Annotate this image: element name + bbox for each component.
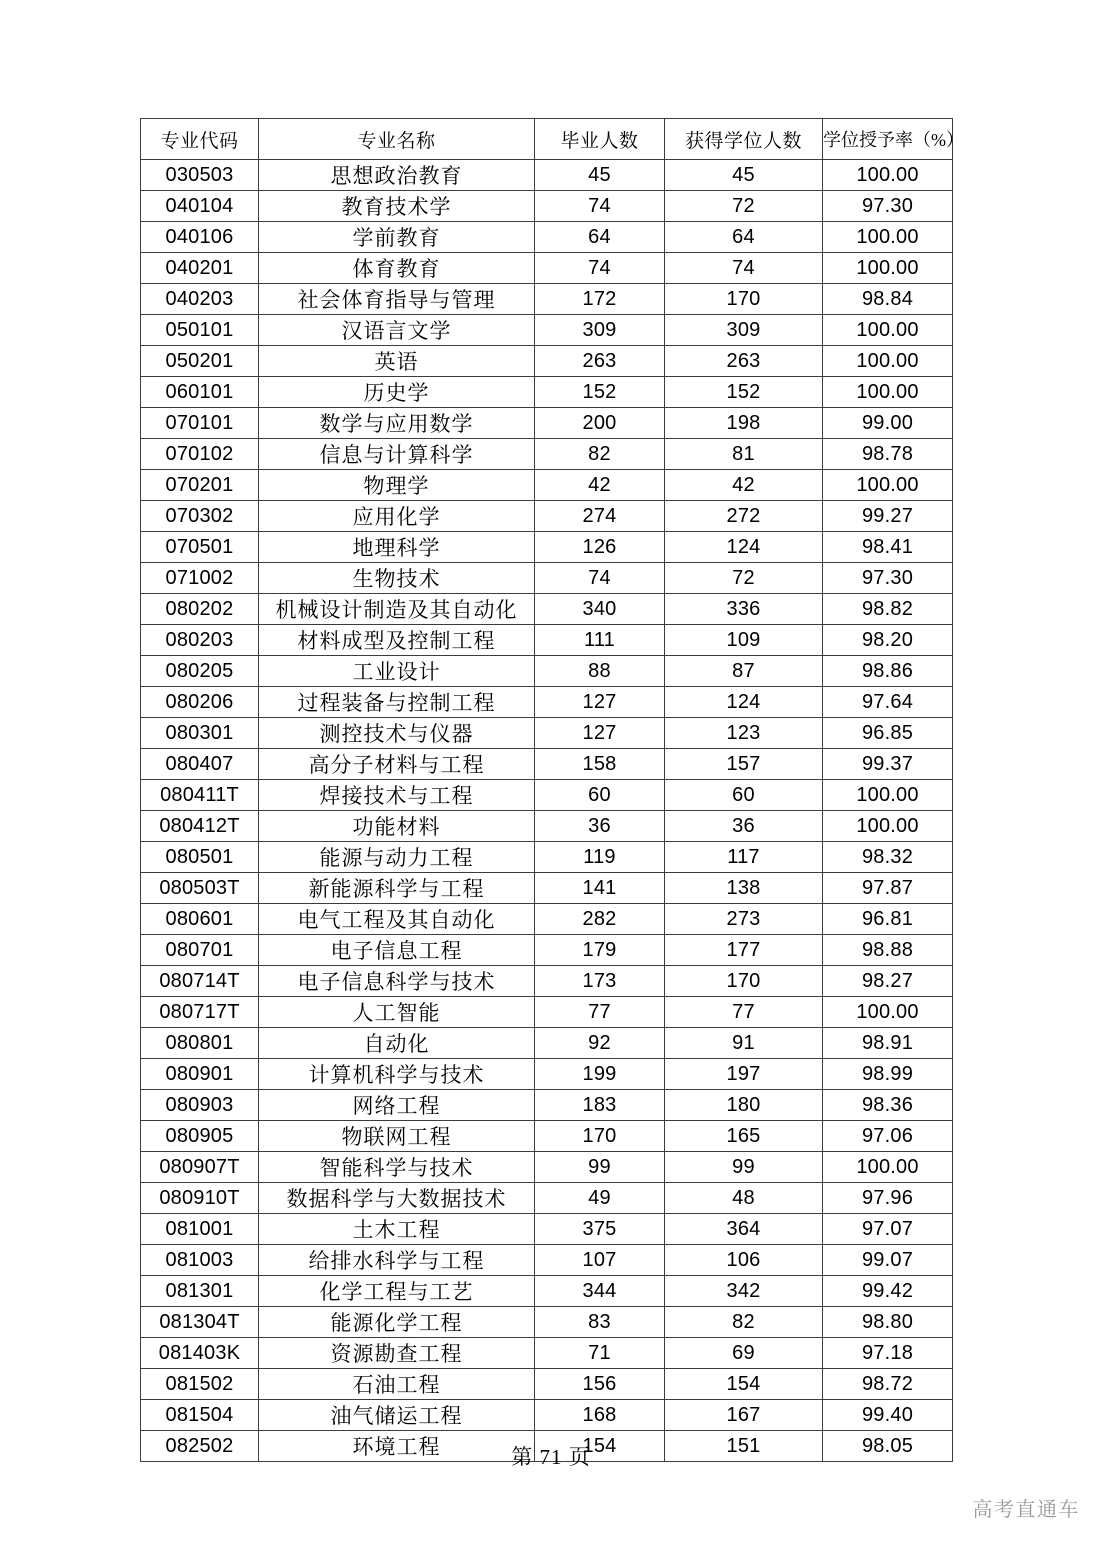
cell-award-rate: 100.00 bbox=[823, 346, 953, 377]
cell-major-name: 数学与应用数学 bbox=[259, 408, 535, 439]
cell-major-code: 080714T bbox=[141, 966, 259, 997]
cell-degrees-awarded: 72 bbox=[665, 191, 823, 222]
table-header bbox=[141, 119, 964, 160]
degree-award-rate-table-container bbox=[140, 118, 964, 1462]
cell-major-name: 环境工程 bbox=[259, 1431, 535, 1462]
table-row bbox=[141, 191, 953, 222]
cell-major-code: 081003 bbox=[141, 1245, 259, 1276]
cell-award-rate: 98.32 bbox=[823, 842, 953, 873]
cell-major-code: 070302 bbox=[141, 501, 259, 532]
table-row bbox=[141, 594, 953, 625]
cell-major-name: 能源与动力工程 bbox=[259, 842, 535, 873]
cell-graduates: 158 bbox=[535, 749, 665, 780]
cell-degrees-awarded: 124 bbox=[665, 687, 823, 718]
cell-graduates: 64 bbox=[535, 222, 665, 253]
cell-graduates: 45 bbox=[535, 160, 665, 191]
cell-award-rate: 98.88 bbox=[823, 935, 953, 966]
cell-award-rate: 98.36 bbox=[823, 1090, 953, 1121]
table-row bbox=[141, 904, 953, 935]
cell-degrees-awarded: 124 bbox=[665, 532, 823, 563]
table-row bbox=[141, 1059, 953, 1090]
cell-graduates: 127 bbox=[535, 687, 665, 718]
cell-major-code: 050101 bbox=[141, 315, 259, 346]
cell-major-code: 080503T bbox=[141, 873, 259, 904]
cell-graduates: 60 bbox=[535, 780, 665, 811]
cell-graduates: 99 bbox=[535, 1152, 665, 1183]
cell-major-name: 数据科学与大数据技术 bbox=[259, 1183, 535, 1214]
table-row bbox=[141, 842, 953, 873]
table-row bbox=[141, 1307, 953, 1338]
cell-major-code: 070201 bbox=[141, 470, 259, 501]
table-row bbox=[141, 749, 953, 780]
cell-graduates: 111 bbox=[535, 625, 665, 656]
cell-major-code: 080203 bbox=[141, 625, 259, 656]
cell-major-name: 电子信息科学与技术 bbox=[259, 966, 535, 997]
cell-graduates: 36 bbox=[535, 811, 665, 842]
cell-major-code: 070501 bbox=[141, 532, 259, 563]
cell-award-rate: 98.20 bbox=[823, 625, 953, 656]
cell-award-rate: 98.72 bbox=[823, 1369, 953, 1400]
table-row bbox=[141, 1121, 953, 1152]
cell-award-rate: 98.41 bbox=[823, 532, 953, 563]
table-row bbox=[141, 997, 953, 1028]
cell-degrees-awarded: 106 bbox=[665, 1245, 823, 1276]
table-row bbox=[141, 935, 953, 966]
cell-degrees-awarded: 197 bbox=[665, 1059, 823, 1090]
cell-award-rate: 98.86 bbox=[823, 656, 953, 687]
cell-award-rate: 97.87 bbox=[823, 873, 953, 904]
cell-graduates: 49 bbox=[535, 1183, 665, 1214]
cell-graduates: 83 bbox=[535, 1307, 665, 1338]
cell-degrees-awarded: 36 bbox=[665, 811, 823, 842]
cell-major-code: 081304T bbox=[141, 1307, 259, 1338]
cell-graduates: 179 bbox=[535, 935, 665, 966]
cell-degrees-awarded: 342 bbox=[665, 1276, 823, 1307]
cell-degrees-awarded: 170 bbox=[665, 966, 823, 997]
cell-degrees-awarded: 64 bbox=[665, 222, 823, 253]
table-row bbox=[141, 718, 953, 749]
cell-award-rate: 98.80 bbox=[823, 1307, 953, 1338]
cell-major-code: 040104 bbox=[141, 191, 259, 222]
cell-major-code: 081403K bbox=[141, 1338, 259, 1369]
cell-graduates: 119 bbox=[535, 842, 665, 873]
cell-major-code: 080907T bbox=[141, 1152, 259, 1183]
cell-major-name: 测控技术与仪器 bbox=[259, 718, 535, 749]
cell-graduates: 82 bbox=[535, 439, 665, 470]
cell-award-rate: 97.30 bbox=[823, 191, 953, 222]
cell-degrees-awarded: 42 bbox=[665, 470, 823, 501]
cell-major-code: 082502 bbox=[141, 1431, 259, 1462]
cell-major-code: 081301 bbox=[141, 1276, 259, 1307]
cell-graduates: 263 bbox=[535, 346, 665, 377]
cell-degrees-awarded: 152 bbox=[665, 377, 823, 408]
cell-major-code: 070102 bbox=[141, 439, 259, 470]
cell-major-name: 电子信息工程 bbox=[259, 935, 535, 966]
cell-graduates: 152 bbox=[535, 377, 665, 408]
cell-degrees-awarded: 74 bbox=[665, 253, 823, 284]
cell-degrees-awarded: 170 bbox=[665, 284, 823, 315]
cell-major-name: 能源化学工程 bbox=[259, 1307, 535, 1338]
cell-major-name: 社会体育指导与管理 bbox=[259, 284, 535, 315]
cell-graduates: 126 bbox=[535, 532, 665, 563]
cell-graduates: 183 bbox=[535, 1090, 665, 1121]
cell-graduates: 282 bbox=[535, 904, 665, 935]
cell-major-name: 工业设计 bbox=[259, 656, 535, 687]
table-row bbox=[141, 1152, 953, 1183]
cell-award-rate: 99.42 bbox=[823, 1276, 953, 1307]
cell-major-name: 人工智能 bbox=[259, 997, 535, 1028]
cell-major-name: 地理科学 bbox=[259, 532, 535, 563]
cell-award-rate: 97.06 bbox=[823, 1121, 953, 1152]
cell-major-name: 土木工程 bbox=[259, 1214, 535, 1245]
cell-degrees-awarded: 309 bbox=[665, 315, 823, 346]
cell-major-code: 080901 bbox=[141, 1059, 259, 1090]
cell-degrees-awarded: 157 bbox=[665, 749, 823, 780]
cell-degrees-awarded: 167 bbox=[665, 1400, 823, 1431]
cell-award-rate: 98.99 bbox=[823, 1059, 953, 1090]
table-header-row bbox=[141, 119, 953, 160]
cell-degrees-awarded: 154 bbox=[665, 1369, 823, 1400]
table-row bbox=[141, 346, 953, 377]
cell-major-code: 080701 bbox=[141, 935, 259, 966]
cell-major-code: 080301 bbox=[141, 718, 259, 749]
cell-graduates: 172 bbox=[535, 284, 665, 315]
cell-graduates: 340 bbox=[535, 594, 665, 625]
cell-degrees-awarded: 364 bbox=[665, 1214, 823, 1245]
cell-degrees-awarded: 117 bbox=[665, 842, 823, 873]
cell-award-rate: 100.00 bbox=[823, 780, 953, 811]
cell-major-code: 080206 bbox=[141, 687, 259, 718]
cell-graduates: 375 bbox=[535, 1214, 665, 1245]
cell-degrees-awarded: 336 bbox=[665, 594, 823, 625]
cell-degrees-awarded: 69 bbox=[665, 1338, 823, 1369]
table-row bbox=[141, 377, 953, 408]
table-row bbox=[141, 501, 953, 532]
cell-major-code: 030503 bbox=[141, 160, 259, 191]
cell-award-rate: 98.84 bbox=[823, 284, 953, 315]
cell-major-code: 050201 bbox=[141, 346, 259, 377]
cell-award-rate: 100.00 bbox=[823, 1152, 953, 1183]
watermark-text: 高考直通车 bbox=[972, 1499, 1080, 1521]
table-row bbox=[141, 1028, 953, 1059]
cell-major-name: 网络工程 bbox=[259, 1090, 535, 1121]
cell-degrees-awarded: 151 bbox=[665, 1431, 823, 1462]
table-row bbox=[141, 1369, 953, 1400]
cell-major-name: 给排水科学与工程 bbox=[259, 1245, 535, 1276]
cell-major-name: 物理学 bbox=[259, 470, 535, 501]
cell-major-code: 080801 bbox=[141, 1028, 259, 1059]
cell-award-rate: 97.64 bbox=[823, 687, 953, 718]
table-body bbox=[141, 160, 953, 1462]
cell-award-rate: 97.96 bbox=[823, 1183, 953, 1214]
cell-graduates: 154 bbox=[535, 1431, 665, 1462]
cell-graduates: 71 bbox=[535, 1338, 665, 1369]
table-row bbox=[141, 687, 953, 718]
table-row bbox=[141, 780, 953, 811]
cell-degrees-awarded: 273 bbox=[665, 904, 823, 935]
cell-degrees-awarded: 180 bbox=[665, 1090, 823, 1121]
cell-major-code: 080501 bbox=[141, 842, 259, 873]
cell-major-code: 081504 bbox=[141, 1400, 259, 1431]
cell-degrees-awarded: 87 bbox=[665, 656, 823, 687]
table-row bbox=[141, 1276, 953, 1307]
table-row bbox=[141, 563, 953, 594]
column-header-graduates: 毕业人数 bbox=[535, 119, 665, 160]
table-row bbox=[141, 1090, 953, 1121]
cell-award-rate: 100.00 bbox=[823, 315, 953, 346]
cell-graduates: 309 bbox=[535, 315, 665, 346]
table-row bbox=[141, 160, 953, 191]
cell-graduates: 127 bbox=[535, 718, 665, 749]
cell-graduates: 74 bbox=[535, 563, 665, 594]
cell-degrees-awarded: 272 bbox=[665, 501, 823, 532]
cell-degrees-awarded: 45 bbox=[665, 160, 823, 191]
cell-graduates: 42 bbox=[535, 470, 665, 501]
cell-major-code: 071002 bbox=[141, 563, 259, 594]
cell-major-name: 材料成型及控制工程 bbox=[259, 625, 535, 656]
column-header-award-rate: 学位授予率（%） bbox=[823, 119, 953, 160]
cell-award-rate: 100.00 bbox=[823, 160, 953, 191]
cell-graduates: 74 bbox=[535, 253, 665, 284]
cell-major-name: 历史学 bbox=[259, 377, 535, 408]
cell-award-rate: 100.00 bbox=[823, 470, 953, 501]
cell-major-name: 应用化学 bbox=[259, 501, 535, 532]
cell-major-name: 学前教育 bbox=[259, 222, 535, 253]
cell-award-rate: 98.27 bbox=[823, 966, 953, 997]
cell-major-code: 080717T bbox=[141, 997, 259, 1028]
cell-graduates: 344 bbox=[535, 1276, 665, 1307]
cell-major-code: 080905 bbox=[141, 1121, 259, 1152]
cell-graduates: 274 bbox=[535, 501, 665, 532]
table-row bbox=[141, 656, 953, 687]
cell-degrees-awarded: 138 bbox=[665, 873, 823, 904]
cell-major-code: 080411T bbox=[141, 780, 259, 811]
cell-award-rate: 100.00 bbox=[823, 377, 953, 408]
table-row bbox=[141, 408, 953, 439]
table-row bbox=[141, 315, 953, 346]
cell-award-rate: 100.00 bbox=[823, 811, 953, 842]
table-row bbox=[141, 532, 953, 563]
cell-degrees-awarded: 99 bbox=[665, 1152, 823, 1183]
degree-award-rate-table bbox=[140, 118, 964, 1462]
cell-major-code: 080202 bbox=[141, 594, 259, 625]
cell-graduates: 88 bbox=[535, 656, 665, 687]
cell-major-code: 040203 bbox=[141, 284, 259, 315]
cell-major-code: 081502 bbox=[141, 1369, 259, 1400]
cell-major-code: 080407 bbox=[141, 749, 259, 780]
cell-degrees-awarded: 263 bbox=[665, 346, 823, 377]
table-row bbox=[141, 284, 953, 315]
cell-major-code: 080412T bbox=[141, 811, 259, 842]
cell-degrees-awarded: 177 bbox=[665, 935, 823, 966]
cell-degrees-awarded: 109 bbox=[665, 625, 823, 656]
cell-graduates: 92 bbox=[535, 1028, 665, 1059]
cell-major-name: 电气工程及其自动化 bbox=[259, 904, 535, 935]
cell-major-name: 自动化 bbox=[259, 1028, 535, 1059]
table-row bbox=[141, 470, 953, 501]
cell-major-name: 石油工程 bbox=[259, 1369, 535, 1400]
cell-major-code: 080910T bbox=[141, 1183, 259, 1214]
cell-major-name: 化学工程与工艺 bbox=[259, 1276, 535, 1307]
table-row bbox=[141, 222, 953, 253]
cell-major-name: 新能源科学与工程 bbox=[259, 873, 535, 904]
cell-degrees-awarded: 91 bbox=[665, 1028, 823, 1059]
cell-award-rate: 97.18 bbox=[823, 1338, 953, 1369]
cell-major-name: 计算机科学与技术 bbox=[259, 1059, 535, 1090]
cell-major-name: 资源勘查工程 bbox=[259, 1338, 535, 1369]
cell-major-name: 油气储运工程 bbox=[259, 1400, 535, 1431]
cell-graduates: 156 bbox=[535, 1369, 665, 1400]
table-row bbox=[141, 1245, 953, 1276]
cell-award-rate: 96.85 bbox=[823, 718, 953, 749]
cell-degrees-awarded: 81 bbox=[665, 439, 823, 470]
table-row bbox=[141, 966, 953, 997]
cell-degrees-awarded: 77 bbox=[665, 997, 823, 1028]
cell-award-rate: 99.37 bbox=[823, 749, 953, 780]
cell-graduates: 141 bbox=[535, 873, 665, 904]
table-row bbox=[141, 253, 953, 284]
table-row bbox=[141, 811, 953, 842]
cell-degrees-awarded: 198 bbox=[665, 408, 823, 439]
cell-award-rate: 98.78 bbox=[823, 439, 953, 470]
cell-award-rate: 100.00 bbox=[823, 253, 953, 284]
cell-award-rate: 100.00 bbox=[823, 222, 953, 253]
table-row bbox=[141, 625, 953, 656]
table-row bbox=[141, 1338, 953, 1369]
cell-award-rate: 99.40 bbox=[823, 1400, 953, 1431]
cell-award-rate: 97.30 bbox=[823, 563, 953, 594]
cell-major-name: 智能科学与技术 bbox=[259, 1152, 535, 1183]
cell-degrees-awarded: 82 bbox=[665, 1307, 823, 1338]
cell-major-name: 功能材料 bbox=[259, 811, 535, 842]
cell-award-rate: 99.07 bbox=[823, 1245, 953, 1276]
cell-major-name: 过程装备与控制工程 bbox=[259, 687, 535, 718]
cell-major-name: 焊接技术与工程 bbox=[259, 780, 535, 811]
table-row bbox=[141, 1214, 953, 1245]
cell-graduates: 173 bbox=[535, 966, 665, 997]
cell-graduates: 168 bbox=[535, 1400, 665, 1431]
cell-major-name: 机械设计制造及其自动化 bbox=[259, 594, 535, 625]
cell-major-code: 080601 bbox=[141, 904, 259, 935]
cell-major-code: 040201 bbox=[141, 253, 259, 284]
cell-award-rate: 98.91 bbox=[823, 1028, 953, 1059]
cell-major-name: 汉语言文学 bbox=[259, 315, 535, 346]
page-number-footer: 第 71 页 bbox=[511, 1445, 591, 1469]
column-header-major-name: 专业名称 bbox=[259, 119, 535, 160]
cell-major-name: 英语 bbox=[259, 346, 535, 377]
cell-award-rate: 96.81 bbox=[823, 904, 953, 935]
cell-graduates: 77 bbox=[535, 997, 665, 1028]
cell-degrees-awarded: 48 bbox=[665, 1183, 823, 1214]
column-header-major-code: 专业代码 bbox=[141, 119, 259, 160]
cell-graduates: 107 bbox=[535, 1245, 665, 1276]
cell-major-code: 070101 bbox=[141, 408, 259, 439]
table-row bbox=[141, 873, 953, 904]
table-row bbox=[141, 1400, 953, 1431]
cell-major-name: 高分子材料与工程 bbox=[259, 749, 535, 780]
cell-major-name: 体育教育 bbox=[259, 253, 535, 284]
cell-major-code: 060101 bbox=[141, 377, 259, 408]
cell-award-rate: 98.82 bbox=[823, 594, 953, 625]
cell-award-rate: 98.05 bbox=[823, 1431, 953, 1462]
cell-graduates: 199 bbox=[535, 1059, 665, 1090]
cell-major-name: 物联网工程 bbox=[259, 1121, 535, 1152]
cell-major-name: 思想政治教育 bbox=[259, 160, 535, 191]
cell-award-rate: 100.00 bbox=[823, 997, 953, 1028]
table-row bbox=[141, 439, 953, 470]
cell-major-code: 081001 bbox=[141, 1214, 259, 1245]
cell-graduates: 74 bbox=[535, 191, 665, 222]
cell-graduates: 200 bbox=[535, 408, 665, 439]
cell-graduates: 170 bbox=[535, 1121, 665, 1152]
cell-award-rate: 99.00 bbox=[823, 408, 953, 439]
cell-degrees-awarded: 72 bbox=[665, 563, 823, 594]
cell-major-name: 信息与计算科学 bbox=[259, 439, 535, 470]
cell-award-rate: 97.07 bbox=[823, 1214, 953, 1245]
cell-major-name: 教育技术学 bbox=[259, 191, 535, 222]
cell-degrees-awarded: 123 bbox=[665, 718, 823, 749]
cell-major-code: 080205 bbox=[141, 656, 259, 687]
table-row bbox=[141, 1183, 953, 1214]
cell-major-name: 生物技术 bbox=[259, 563, 535, 594]
cell-major-code: 080903 bbox=[141, 1090, 259, 1121]
column-header-degrees-awarded: 获得学位人数 bbox=[665, 119, 823, 160]
cell-degrees-awarded: 60 bbox=[665, 780, 823, 811]
cell-degrees-awarded: 165 bbox=[665, 1121, 823, 1152]
cell-major-code: 040106 bbox=[141, 222, 259, 253]
cell-award-rate: 99.27 bbox=[823, 501, 953, 532]
